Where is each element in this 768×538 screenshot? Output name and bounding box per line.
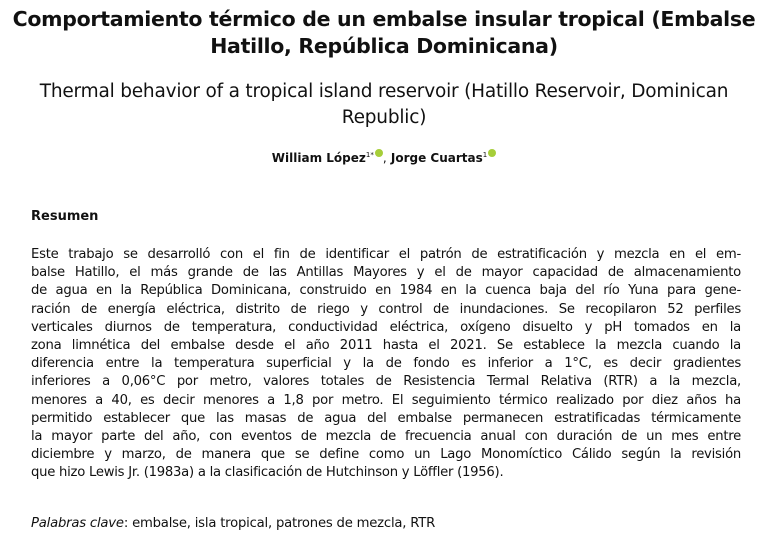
title-en-line-2: Republic) xyxy=(341,107,427,128)
abstract-line: inferiores a 0,06°C por metro, valores totales de Resistencia Termal Relativa (RTR) a la mezcla, xyxy=(31,374,741,390)
author-name[interactable]: William López xyxy=(271,151,366,165)
abstract-line: permitido establecer que las masas de agua del embalse permanecen estratificadas térmicamente xyxy=(31,410,741,426)
abstract-line: ración de energía eléctrica, distrito de riego y control de inundaciones. Se recopilaron 52 perfiles xyxy=(31,301,741,317)
abstract-line: diferencia entre la temperatura superficial y la de fondo es inferior a 1°C, es decir gradientes xyxy=(31,356,741,372)
abstract-heading: Resumen xyxy=(31,209,99,224)
orcid-icon[interactable] xyxy=(375,149,383,157)
title-es-line-1: Comportamiento térmico de un embalse insular tropical (Embalse xyxy=(12,7,756,31)
author-list xyxy=(0,147,768,166)
abstract-line: balse Hatillo, el más grande de las Antillas Mayores y el de mayor capacidad de almacenamiento xyxy=(31,265,741,281)
orcid-icon[interactable] xyxy=(488,149,496,157)
title-en-line-1: Thermal behavior of a tropical island reservoir (Hatillo Reservoir, Dominican xyxy=(39,81,729,102)
abstract-line: que hizo Lewis Jr. (1983a) a la clasificación de Hutchinson y Löffler (1956). xyxy=(31,465,504,481)
abstract-line: menores a 40, es decir menores a 1,8 por metro. El seguimiento térmico realizado por diez años ha xyxy=(31,392,741,408)
abstract-line: verticales diurnos de temperatura, conductividad eléctrica, oxígeno disuelto y pH tomados en la xyxy=(31,319,741,335)
keywords xyxy=(31,515,435,533)
title-es-line-2: Hatillo, República Dominicana) xyxy=(210,34,558,58)
keywords-label: Palabras clave xyxy=(31,516,124,531)
article-title-english xyxy=(10,79,758,131)
author-name[interactable]: Jorge Cuartas xyxy=(390,151,483,165)
abstract-line: la mayor parte del año, con eventos de mezcla de frecuencia anual con duración de un mes entre xyxy=(31,429,741,445)
keywords-text: : embalse, isla tropical, patrones de mezcla, RTR xyxy=(123,516,436,531)
abstract-line: Este trabajo se desarrolló con el fin de identificar el patrón de estratificación y mezcla en el em- xyxy=(31,247,741,262)
author-separator: , xyxy=(382,151,387,165)
author-affiliation-marker: 1* xyxy=(365,151,374,159)
author-affiliation-marker: 1 xyxy=(482,151,488,159)
article-title-spanish xyxy=(0,6,768,60)
abstract-line: zona limnética del embalse desde el año 2011 hasta el 2021. Se establece la mezcla cuando la xyxy=(31,338,741,354)
abstract-line: de agua en la República Dominicana, construido en 1984 en la cuenca baja del río Yuna para gene- xyxy=(31,283,741,299)
abstract-line: diciembre y marzo, de manera que se define como un Lago Monomíctico Cálido según la revisión xyxy=(31,447,741,463)
abstract-body xyxy=(31,246,741,483)
